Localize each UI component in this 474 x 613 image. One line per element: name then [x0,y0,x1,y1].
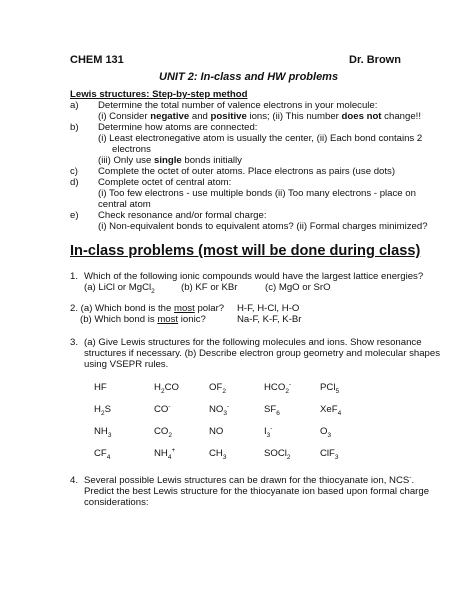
formula-cell: $H_2CO$ [154,382,179,395]
lewis-method-title: Lewis structures: Step-by-step method [70,89,248,100]
q3-line3: using VSEPR rules. [84,359,169,370]
step-e-sub: (i) Non-equivalent bonds to equivalent atoms? (ii) Formal charges minimized? [98,221,428,232]
q1-option-a: (a) LiCl or MgCl$_2$ [84,282,155,295]
formula-cell: $O_3$ [320,426,332,439]
step-b-sub1: (i) Least electronegative atom is usually the center, (ii) Each bond contains 2 [98,133,423,144]
q2a-options: H-F, H-Cl, H-O [237,303,300,314]
step-e-marker: e) [70,210,79,221]
q2b-options: Na-F, K-F, K-Br [237,314,302,325]
step-b-text: Determine how atoms are connected: [98,122,258,133]
unit-subtitle: UNIT 2: In-class and HW problems [159,71,339,83]
inclass-title: In-class problems (most will be done during class) [70,243,421,259]
step-c-marker: c) [70,166,78,177]
q3-number: 3. [70,337,79,348]
step-b-sub1-cont: electrons [112,144,151,155]
formula-cell: XeF$_4$ [320,404,342,417]
q1-text: Which of the following ionic compounds would have the largest lattice energies? [84,271,424,282]
formula-cell: $I_3^-$ [264,424,273,439]
formula-cell: $HCO_2^-$ [264,380,292,395]
step-d-text: Complete octet of central atom: [98,177,232,188]
formula-cell: CO- [154,402,171,415]
q4-line3: considerations: [84,497,149,508]
step-a-sub: (i) Consider negative and positive ions; (ii) This number does not change!! [98,111,421,122]
q4-line2: Predict the best Lewis structure for the thiocyanate ion based upon formal charge [84,486,430,497]
q1-number: 1. [70,271,79,282]
formula-cell: PCl$_5$ [320,382,340,395]
formula-cell: $CF_4$ [94,448,111,461]
q1-option-b: (b) KF or KBr [181,282,238,293]
step-d-sub1-cont: central atom [98,199,151,210]
q4-line1: Several possible Lewis structures can be drawn for the thiocyanate ion, NCS-. [84,473,415,486]
formula-cell: ClF$_3$ [320,448,339,461]
q3-line2: structures if necessary. (b) Describe electron group geometry and molecular shapes [84,348,441,359]
q1-option-c: (c) MgO or SrO [265,282,331,293]
formula-cell: NO [209,426,224,437]
formula-cell: $CH_3$ [209,448,227,461]
formula-cell: $NH_4^+$ [154,446,176,461]
step-d-sub1: (i) Too few electrons - use multiple bonds (ii) Too many electrons - place on [98,188,416,199]
step-a-text: Determine the total number of valence electrons in your molecule: [98,100,378,111]
step-c-text: Complete the octet of outer atoms. Place electrons as pairs (use dots) [98,166,396,177]
formula-cell: SOCl$_2$ [264,448,291,461]
formula-cell: $H_2S$ [94,404,111,417]
step-a-marker: a) [70,100,79,111]
formula-cell: $NH_3$ [94,426,112,439]
step-d-marker: d) [70,177,79,188]
formula-cell: $CO_2$ [154,426,173,439]
formula-cell: $NO_3^-$ [209,402,230,417]
q3-line1: (a) Give Lewis structures for the following molecules and ions. Show resonance [84,337,422,348]
course-code: CHEM 131 [70,54,124,66]
formula-cell: $OF_2$ [209,382,226,395]
formula-cell: $SF_6$ [264,404,280,417]
step-b-sub2: (iii) Only use single bonds initially [98,155,242,166]
step-e-text: Check resonance and/or formal charge: [98,210,267,221]
formula-cell: HF [94,382,107,393]
step-b-marker: b) [70,122,79,133]
q2b-text: (b) Which bond is most ionic? [80,314,206,325]
q4-number: 4. [70,475,79,486]
instructor-name: Dr. Brown [349,54,401,66]
q2a-text: 2. (a) Which bond is the most polar? [70,303,225,314]
